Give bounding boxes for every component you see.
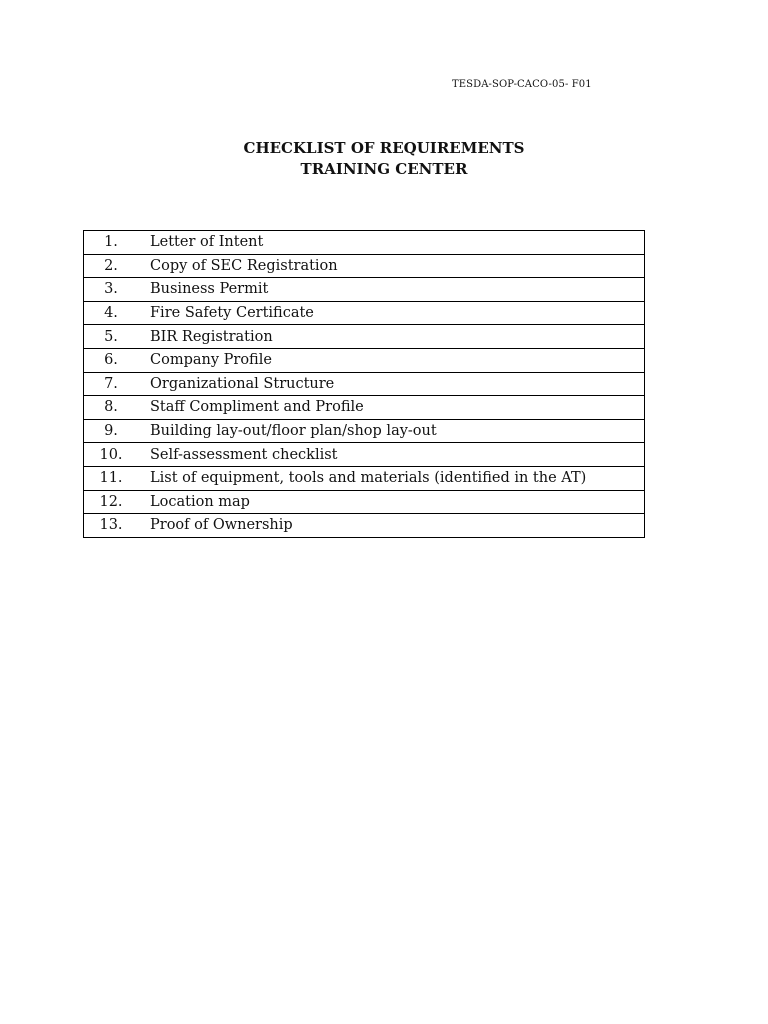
title-line-2: TRAINING CENTER — [300, 160, 468, 178]
item-label: Staff Compliment and Profile — [141, 396, 645, 420]
item-number: 2. — [84, 254, 142, 278]
item-number: 6. — [84, 348, 142, 372]
document-title — [0, 138, 768, 180]
document-code: TESDA-SOP-CACO-05- F01 — [452, 79, 592, 90]
table-row — [84, 490, 645, 514]
table-row — [84, 466, 645, 490]
item-label: BIR Registration — [141, 325, 645, 349]
item-number: 7. — [84, 372, 142, 396]
table-row — [84, 325, 645, 349]
item-number: 3. — [84, 278, 142, 302]
item-number: 8. — [84, 396, 142, 420]
item-label: Fire Safety Certificate — [141, 301, 645, 325]
item-label: Company Profile — [141, 348, 645, 372]
item-label: Business Permit — [141, 278, 645, 302]
item-number: 10. — [84, 443, 142, 467]
item-number: 4. — [84, 301, 142, 325]
table-row — [84, 443, 645, 467]
item-number: 5. — [84, 325, 142, 349]
item-label: Building lay-out/floor plan/shop lay-out — [141, 419, 645, 443]
table-row — [84, 396, 645, 420]
item-number: 12. — [84, 490, 142, 514]
item-label: Location map — [141, 490, 645, 514]
item-label: Self-assessment checklist — [141, 443, 645, 467]
table-row — [84, 301, 645, 325]
item-label: Organizational Structure — [141, 372, 645, 396]
item-number: 13. — [84, 514, 142, 538]
item-label: List of equipment, tools and materials (identified in the AT) — [141, 466, 645, 490]
table-row — [84, 419, 645, 443]
item-label: Copy of SEC Registration — [141, 254, 645, 278]
table-row — [84, 514, 645, 538]
requirements-table — [83, 230, 645, 538]
item-number: 11. — [84, 466, 142, 490]
table-row — [84, 254, 645, 278]
table-row — [84, 372, 645, 396]
item-number: 9. — [84, 419, 142, 443]
item-number: 1. — [84, 231, 142, 255]
title-line-1: CHECKLIST OF REQUIREMENTS — [243, 139, 525, 157]
table-row — [84, 278, 645, 302]
item-label: Letter of Intent — [141, 231, 645, 255]
item-label: Proof of Ownership — [141, 514, 645, 538]
table-row — [84, 231, 645, 255]
table-row — [84, 348, 645, 372]
